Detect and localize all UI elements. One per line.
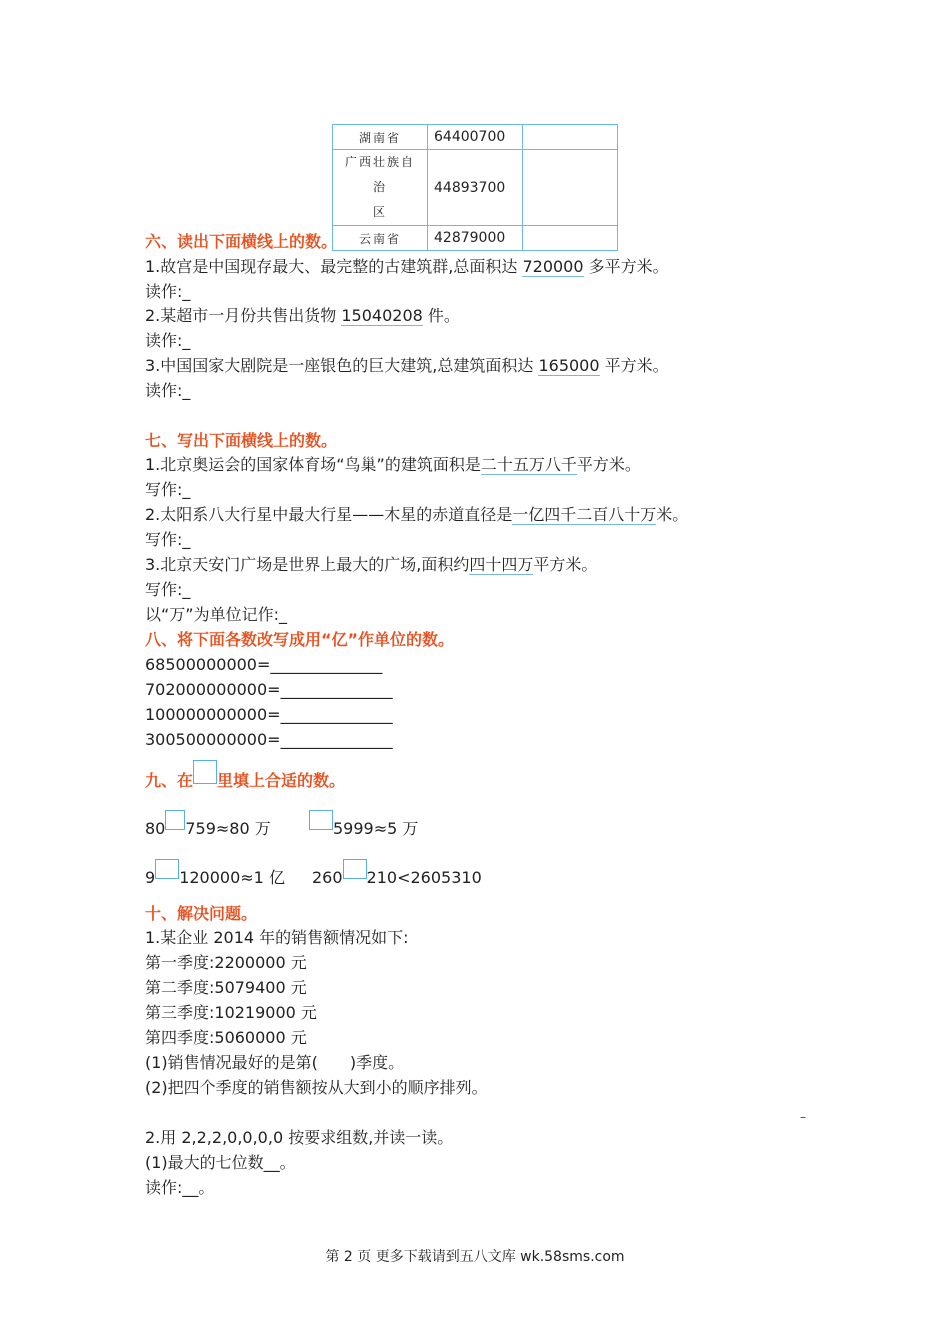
- s10-sub-2: (2)把四个季度的销售额按从大到小的顺序排列。: [145, 1078, 488, 1097]
- population-cell: 42879000: [428, 226, 523, 251]
- s7-answer-3[interactable]: 写作:_: [145, 580, 191, 599]
- table-row: [333, 226, 618, 251]
- population-cell: 64400700: [428, 125, 523, 150]
- underlined-number: 四十四万: [469, 555, 534, 574]
- underlined-number: 二十五万八千: [480, 455, 577, 474]
- s7-question-2: [145, 505, 688, 525]
- s9-item-c: [145, 859, 285, 888]
- underlined-number: 一亿四千二百八十万: [512, 505, 657, 524]
- table-row: [333, 125, 618, 150]
- title-text: 九、在: [145, 771, 194, 790]
- item-text: 9: [145, 868, 156, 887]
- q-text: 2.太阳系八大行星中最大行星——木星的赤道直径是: [145, 505, 513, 524]
- s9-item-b: [309, 810, 418, 839]
- q-text: 件。: [422, 306, 460, 325]
- population-table: [332, 124, 618, 251]
- s7-question-3: [145, 555, 597, 575]
- sales-line: 第二季度:5079400 元: [145, 978, 307, 997]
- s10-q2-sub-1[interactable]: (1)最大的七位数__。: [145, 1153, 296, 1172]
- answer-box[interactable]: [309, 810, 333, 830]
- section-8-title: 八、将下面各数改写成用“亿”作单位的数。: [145, 630, 455, 649]
- s6-question-1: [145, 257, 669, 277]
- s6-answer-1[interactable]: 读作:_: [145, 282, 191, 301]
- s9-item-d: [312, 859, 482, 888]
- section-9-title: [145, 760, 345, 791]
- s9-item-a: [145, 810, 271, 839]
- s8-item[interactable]: 68500000000=______________: [145, 655, 383, 674]
- q-text: 平方米。: [533, 555, 598, 574]
- province-cell: 湖南省: [333, 125, 428, 150]
- s10-question-2: 2.用 2,2,2,0,0,0,0 按要求组数,并读一读。: [145, 1128, 454, 1147]
- s10-q2-read[interactable]: 读作:__。: [145, 1178, 215, 1197]
- stray-dash: –: [800, 1110, 806, 1124]
- q-text: 多平方米。: [583, 257, 669, 276]
- s7-answer-wan[interactable]: 以“万”为单位记作:_: [145, 605, 287, 624]
- item-text: 80: [145, 819, 166, 838]
- sales-line: 第四季度:5060000 元: [145, 1028, 307, 1047]
- s10-question-1: 1.某企业 2014 年的销售额情况如下:: [145, 928, 409, 947]
- answer-box[interactable]: [343, 859, 367, 879]
- s7-question-1: [145, 455, 641, 475]
- s7-answer-1[interactable]: 写作:_: [145, 480, 191, 499]
- s6-question-3: [145, 356, 669, 376]
- title-text: 里填上合适的数。: [217, 771, 346, 790]
- underlined-number: 165000: [538, 356, 600, 375]
- s6-question-2: [145, 306, 460, 326]
- s8-item[interactable]: 100000000000=______________: [145, 705, 393, 724]
- table-row: [333, 150, 618, 226]
- province-line-2: 区: [372, 205, 387, 219]
- s8-item[interactable]: 300500000000=______________: [145, 730, 393, 749]
- page-footer: 第 2 页 更多下载请到五八文库 wk.58sms.com: [325, 1249, 625, 1265]
- q-text: 1.故宫是中国现存最大、最完整的古建筑群,总面积达: [145, 257, 523, 276]
- section-6-title: 六、读出下面横线上的数。: [145, 232, 338, 251]
- s7-answer-2[interactable]: 写作:_: [145, 530, 191, 549]
- item-text: 759≈80 万: [185, 819, 271, 838]
- answer-cell: [523, 125, 618, 150]
- underlined-number: 15040208: [341, 306, 423, 325]
- sales-line: 第一季度:2200000 元: [145, 953, 307, 972]
- s8-item[interactable]: 702000000000=______________: [145, 680, 393, 699]
- answer-box[interactable]: [155, 859, 179, 879]
- item-text: 210<2605310: [366, 868, 482, 887]
- province-line-1: 广西壮族自治: [344, 155, 415, 194]
- q-text: 米。: [656, 505, 689, 524]
- section-10-title: 十、解决问题。: [145, 904, 258, 923]
- q-text: 2.某超市一月份共售出货物: [145, 306, 342, 325]
- province-cell: [333, 150, 428, 226]
- q-text: 平方米。: [576, 455, 641, 474]
- population-cell: 44893700: [428, 150, 523, 226]
- q-text: 3.中国国家大剧院是一座银色的巨大建筑,总建筑面积达: [145, 356, 539, 375]
- s6-answer-2[interactable]: 读作:_: [145, 331, 191, 350]
- answer-box[interactable]: [165, 810, 185, 830]
- item-text: 5999≈5 万: [333, 819, 419, 838]
- s10-sub-1[interactable]: (1)销售情况最好的是第( )季度。: [145, 1053, 405, 1072]
- item-text: 120000≈1 亿: [179, 868, 285, 887]
- answer-box-icon: [193, 760, 217, 784]
- sales-line: 第三季度:10219000 元: [145, 1003, 317, 1022]
- answer-cell: [523, 150, 618, 226]
- q-text: 3.北京天安门广场是世界上最大的广场,面积约: [145, 555, 470, 574]
- section-7-title: 七、写出下面横线上的数。: [145, 431, 338, 450]
- item-text: 260: [312, 868, 343, 887]
- q-text: 平方米。: [599, 356, 669, 375]
- answer-cell: [523, 226, 618, 251]
- s6-answer-3[interactable]: 读作:_: [145, 381, 191, 400]
- province-cell: 云南省: [333, 226, 428, 251]
- q-text: 1.北京奥运会的国家体育场“鸟巢”的建筑面积是: [145, 455, 481, 474]
- underlined-number: 720000: [522, 257, 584, 276]
